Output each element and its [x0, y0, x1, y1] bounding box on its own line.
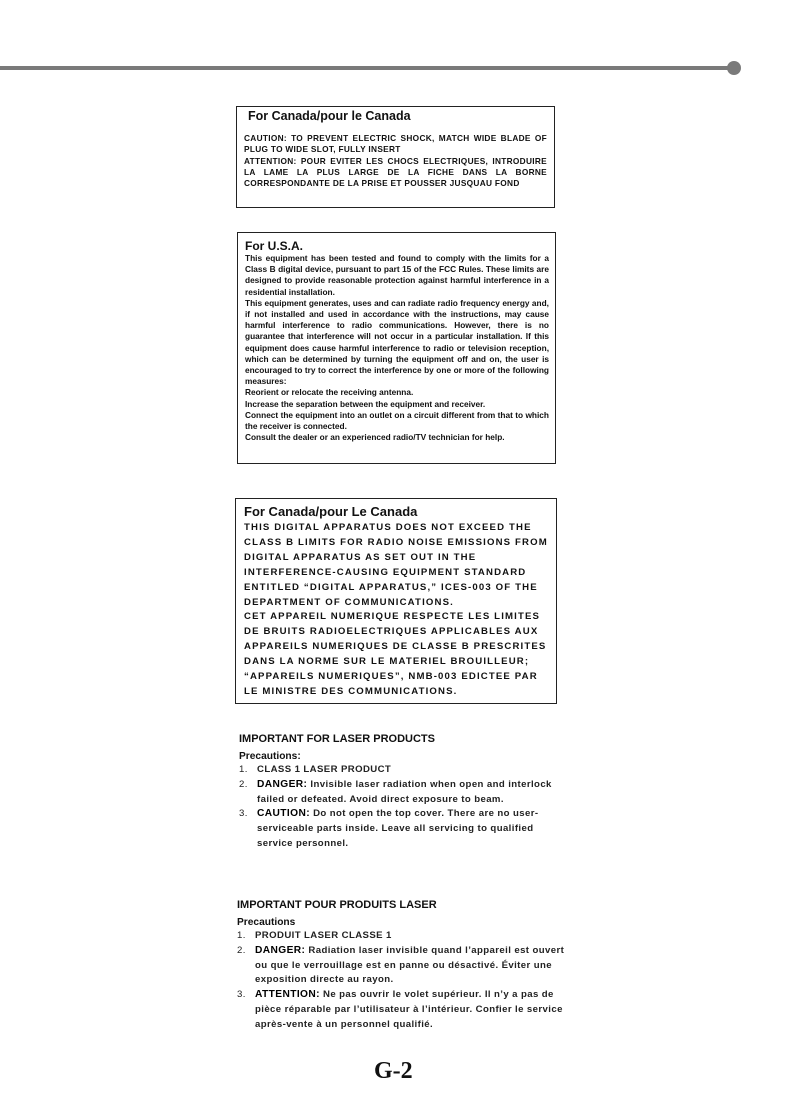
- laser-section-fr: [237, 899, 567, 1033]
- list-item: [239, 778, 569, 808]
- usa-paragraph: Increase the separation between the equipment and receiver.: [245, 398, 486, 409]
- canada-digital-title: For Canada/pour Le Canada: [244, 504, 418, 519]
- list-text: Ne pas ouvrir le volet supérieur. Il n’y a pas de pièce réparable par l’utilisateur à l’intérieur. Confier le service après-vente à un personnel qualifié.: [255, 989, 563, 1030]
- usa-paragraph: This equipment has been tested and found to comply with the limits for a Class B digital device, pursuant to part 15 of the FCC Rules. These limits are designed to provide reasonable protection against harmful interference in a residential installation.: [245, 253, 549, 297]
- list-text: PRODUIT LASER CLASSE 1: [255, 930, 392, 941]
- laser-fr-heading: IMPORTANT POUR PRODUITS LASER: [237, 899, 437, 911]
- laser-en-subheading: Precautions:: [239, 751, 301, 762]
- laser-section-en: [239, 733, 569, 852]
- list-number: 1.: [237, 930, 246, 941]
- canada-plug-caution: CAUTION: TO PREVENT ELECTRIC SHOCK, MATCH WIDE BLADE OF PLUG TO WIDE SLOT, FULLY INSERT: [244, 133, 547, 155]
- list-keyword: CAUTION:: [257, 808, 310, 820]
- list-number: 3.: [237, 989, 246, 1001]
- canada-plug-notice: [236, 106, 555, 208]
- canada-plug-title: For Canada/pour le Canada: [248, 109, 411, 123]
- usa-fcc-notice: [237, 232, 556, 464]
- list-text: Do not open the top cover. There are no user-serviceable parts inside. Leave all servicing to qualified service personnel.: [257, 808, 539, 849]
- usa-paragraph: Consult the dealer or an experienced radio/TV technician for help.: [245, 432, 505, 443]
- list-number: 2.: [239, 778, 248, 790]
- list-item: [237, 988, 567, 1032]
- list-number: 2.: [237, 944, 246, 956]
- laser-fr-list: [237, 929, 567, 1033]
- list-text: Radiation laser invisible quand l’appareil est ouvert ou que le verrouillage est en panne ou désactivé. Éviter une exposition directe au rayon.: [255, 944, 565, 986]
- page-number: G-2: [374, 1058, 413, 1084]
- list-keyword: DANGER:: [255, 944, 306, 956]
- list-keyword: DANGER:: [257, 778, 308, 790]
- canada-digital-french: CET APPAREIL NUMERIQUE RESPECTE LES LIMITES DE BRUITS RADIOELECTRIQUES APPLICABLES AUX APPAREILS NUMERIQUES DE CLASSE B PRESCRITES DANS LA NORME SUR LE MATERIEL BROUILLEUR; “APPAREILS NUMERIQUES”, NMB-003 EDICTEE PAR LE MINISTRE DES COMMUNICATIONS.: [244, 611, 547, 697]
- usa-paragraph: Connect the equipment into an outlet on a circuit different from that to which the receiver is connected.: [245, 409, 549, 432]
- list-item: [237, 929, 567, 944]
- list-keyword: ATTENTION:: [255, 989, 320, 1001]
- canada-plug-attention: ATTENTION: POUR EVITER LES CHOCS ELECTRIQUES, INTRODUIRE LA LAME LA PLUS LARGE DE LA FICHE DANS LA BORNE CORRESPONDANTE DE LA PRISE ET POUSSER JUSQUAU FOND: [244, 155, 547, 189]
- laser-en-list: [239, 763, 569, 852]
- list-text: CLASS 1 LASER PRODUCT: [257, 764, 392, 775]
- laser-en-heading: IMPORTANT FOR LASER PRODUCTS: [239, 733, 435, 745]
- list-item: [239, 763, 569, 778]
- list-text: Invisible laser radiation when open and interlock failed or defeated. Avoid direct exposure to beam.: [257, 778, 552, 805]
- list-number: 1.: [239, 764, 248, 775]
- header-rule-dot: [727, 61, 741, 75]
- usa-title: For U.S.A.: [245, 239, 304, 253]
- laser-fr-subheading: Precautions: [237, 917, 296, 928]
- list-number: 3.: [239, 808, 248, 820]
- canada-digital-notice: [235, 498, 557, 704]
- canada-digital-english: THIS DIGITAL APPARATUS DOES NOT EXCEED THE CLASS B LIMITS FOR RADIO NOISE EMISSIONS FROM DIGITAL APPARATUS AS SET OUT IN THE INTERFERENCE-CAUSING EQUIPMENT STANDARD ENTITLED “DIGITAL APPARATUS,” ICES-003 OF THE DEPARTMENT OF COMMUNICATIONS.: [244, 522, 548, 608]
- list-item: [239, 807, 569, 851]
- header-rule: [0, 66, 734, 70]
- usa-paragraph: This equipment generates, uses and can radiate radio frequency energy and, if not installed and used in accordance with the instructions, may cause harmful interference to radio communications. However, there is no guarantee that interference will not occur in a particular installation. If this equipment does cause harmful interference to radio or television reception, which can be determined by turning the equipment off and on, the user is encouraged to try to correct the interference by one or more of the following measures:: [245, 297, 549, 387]
- list-item: [237, 944, 567, 988]
- usa-paragraph: Reorient or relocate the receiving antenna.: [245, 387, 414, 398]
